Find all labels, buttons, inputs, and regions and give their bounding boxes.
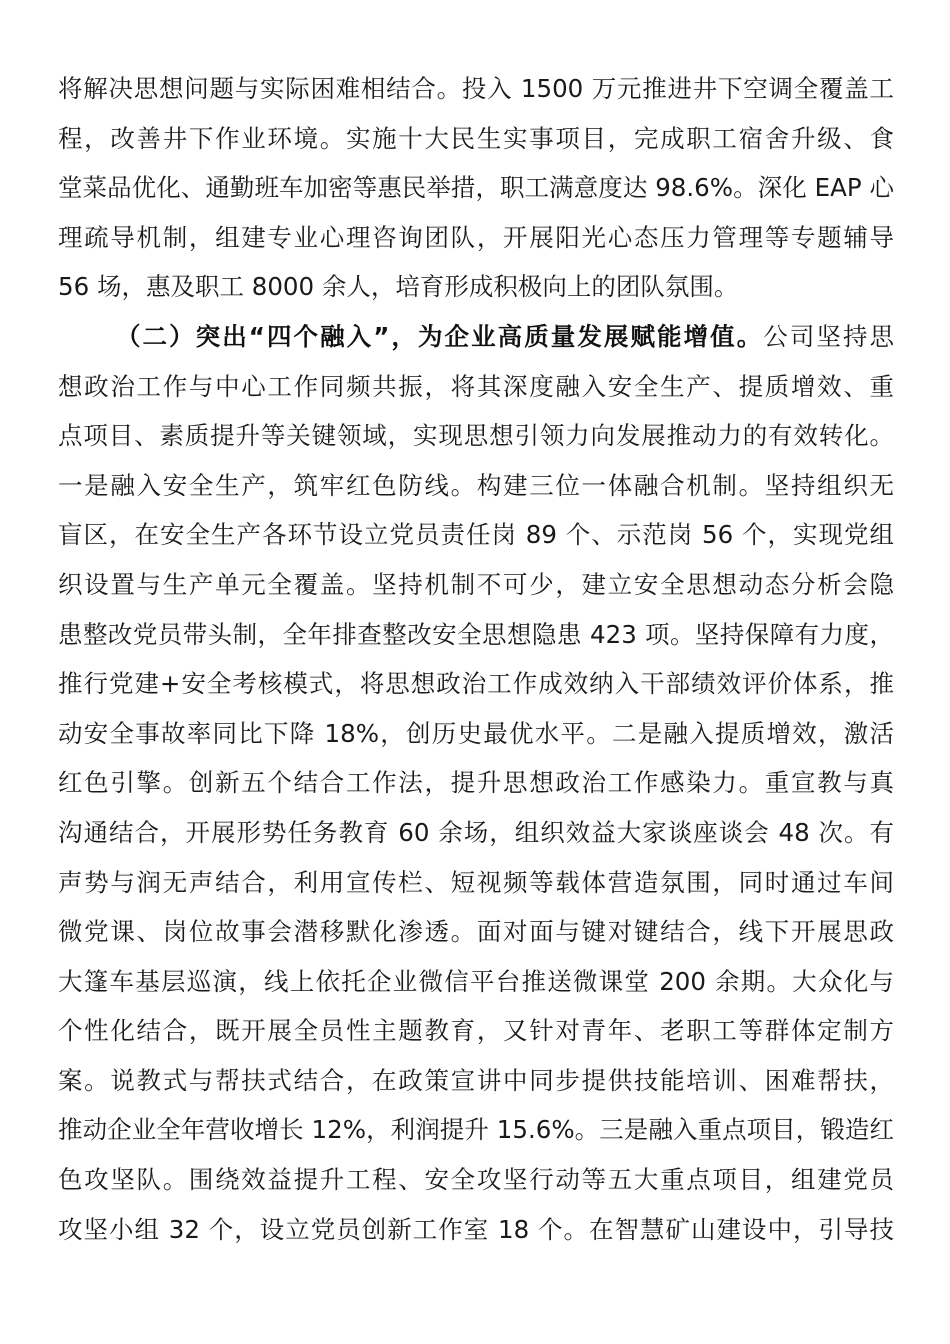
text-line: 色攻坚队。围绕效益提升工程、安全攻坚行动等五大重点项目，组建党员	[58, 1165, 894, 1195]
text-line: 大篷车基层巡演，线上依托企业微信平台推送微课堂 200 余期。大众化与	[58, 966, 894, 996]
section-heading: （二）突出“四个融入”，为企业高质量发展赋能增值。	[116, 321, 764, 351]
text-line: 沟通结合，开展形势任务教育 60 余场，组织效益大家谈座谈会 48 次。有	[58, 817, 894, 847]
text-line: 攻坚小组 32 个，设立党员创新工作室 18 个。在智慧矿山建设中，引导技	[58, 1214, 894, 1244]
text-line: 红色引擎。创新五个结合工作法，提升思想政治工作感染力。重宣教与真	[58, 768, 894, 798]
paragraph-2	[58, 312, 894, 1254]
text-line: 案。说教式与帮扶式结合，在政策宣讲中同步提供技能培训、困难帮扶，	[58, 1065, 894, 1095]
paragraph-1	[58, 64, 894, 312]
section-heading-line	[58, 312, 894, 362]
text-line: 推行党建+安全考核模式，将思想政治工作成效纳入干部绩效评价体系，推	[58, 669, 894, 699]
text-line: 盲区，在安全生产各环节设立党员责任岗 89 个、示范岗 56 个，实现党组	[58, 520, 894, 550]
text-line: 推动企业全年营收增长 12%，利润提升 15.6%。三是融入重点项目，锻造红	[58, 1115, 894, 1145]
text-run: 公司坚持思	[763, 321, 895, 351]
text-line: 想政治工作与中心工作同频共振，将其深度融入安全生产、提质增效、重	[58, 371, 894, 401]
text-line: 点项目、素质提升等关键领域，实现思想引领力向发展推动力的有效转化。	[58, 421, 894, 451]
text-line: 程，改善井下作业环境。实施十大民生实事项目，完成职工宿舍升级、食	[58, 123, 894, 153]
text-line: 理疏导机制，组建专业心理咨询团队，开展阳光心态压力管理等专题辅导	[58, 222, 894, 252]
text-line: 动安全事故率同比下降 18%，创历史最优水平。二是融入提质增效，激活	[58, 718, 894, 748]
text-line: 一是融入安全生产，筑牢红色防线。构建三位一体融合机制。坚持组织无	[58, 470, 894, 500]
text-line: 个性化结合，既开展全员性主题教育，又针对青年、老职工等群体定制方	[58, 1016, 894, 1046]
text-line: 将解决思想问题与实际困难相结合。投入 1500 万元推进井下空调全覆盖工	[58, 74, 894, 103]
document-page	[58, 64, 894, 1254]
text-line: 织设置与生产单元全覆盖。坚持机制不可少，建立安全思想动态分析会隐	[58, 569, 894, 599]
text-line: 56 场，惠及职工 8000 余人，培育形成积极向上的团队氛围。	[58, 272, 739, 302]
text-line: 声势与润无声结合，利用宣传栏、短视频等载体营造氛围，同时通过车间	[58, 867, 894, 897]
text-line: 微党课、岗位故事会潜移默化渗透。面对面与键对键结合，线下开展思政	[58, 917, 894, 947]
text-line: 患整改党员带头制，全年排查整改安全思想隐患 423 项。坚持保障有力度，	[58, 619, 894, 649]
text-line: 堂菜品优化、通勤班车加密等惠民举措，职工满意度达 98.6%。深化 EAP 心	[58, 173, 894, 203]
